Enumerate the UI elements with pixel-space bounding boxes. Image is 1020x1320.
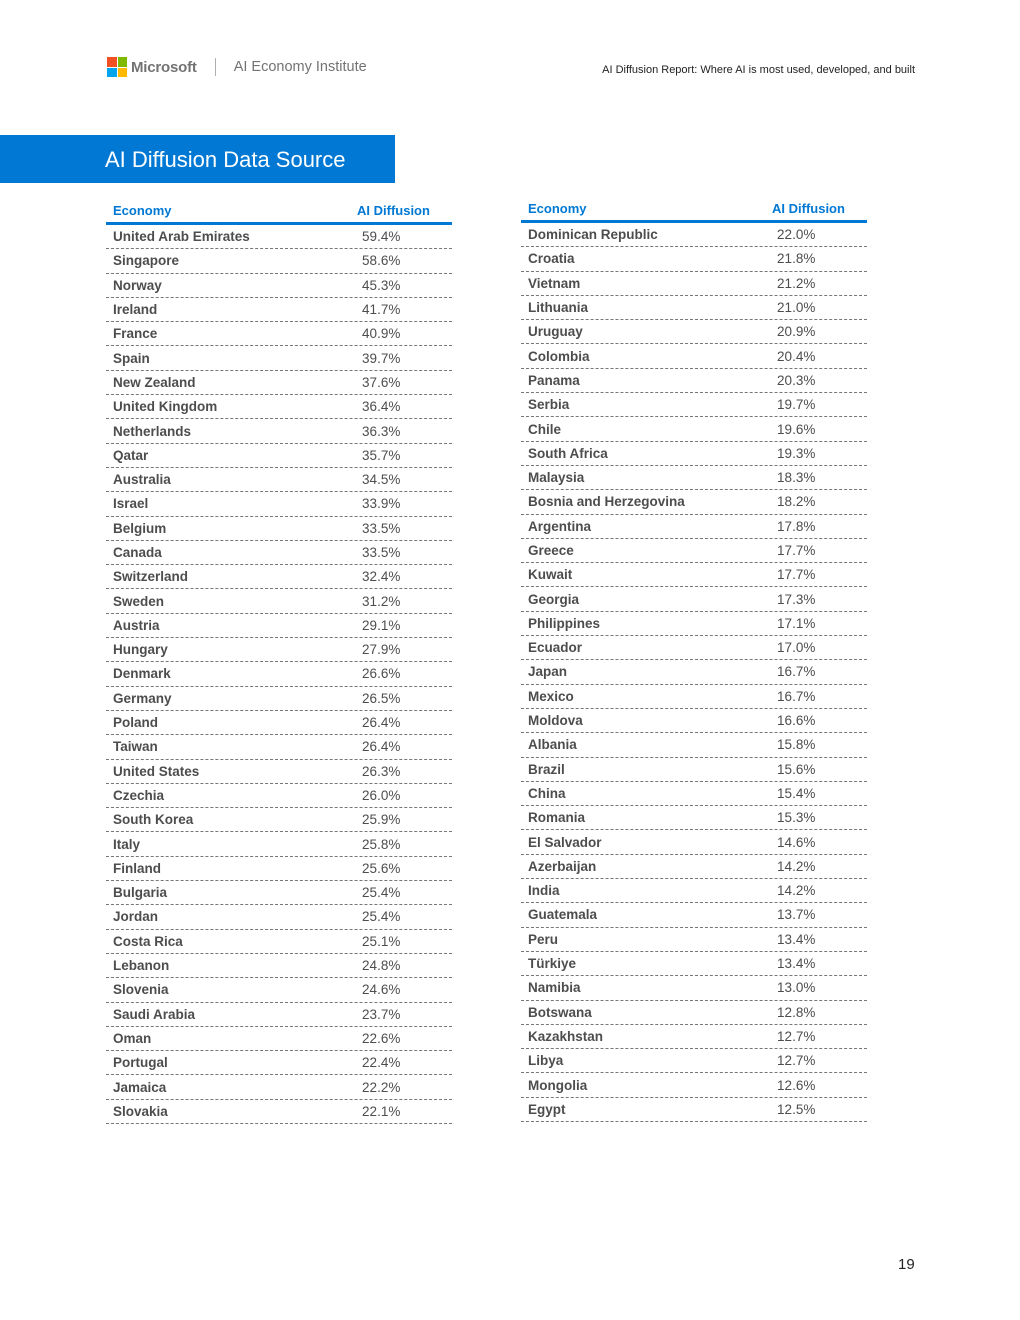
diffusion-cell: 17.3% [777,591,816,607]
logo-square-blue [107,68,117,78]
diffusion-cell: 40.9% [362,326,401,342]
diffusion-cell: 13.0% [777,980,816,996]
table-row [521,539,867,563]
section-title-bar [0,135,395,183]
diffusion-cell: 14.6% [777,834,816,850]
economy-cell: Namibia [528,980,581,996]
table-row [106,1100,452,1124]
table-row [106,589,452,613]
economy-cell: Kuwait [528,567,573,583]
diffusion-cell: 22.4% [362,1055,401,1071]
diffusion-cell: 15.4% [777,785,816,801]
economy-cell: Chile [528,421,562,437]
economy-cell: Germany [113,690,172,706]
diffusion-table-left [106,203,452,1124]
diffusion-cell: 26.6% [362,666,401,682]
diffusion-cell: 15.3% [777,810,816,826]
economy-cell: Peru [528,931,559,947]
diffusion-cell: 17.7% [777,567,816,583]
table-row [521,563,867,587]
table-row [106,395,452,419]
diffusion-cell: 16.7% [777,664,816,680]
brand-name: Microsoft [131,58,197,76]
diffusion-cell: 34.5% [362,472,401,488]
diffusion-cell: 14.2% [777,883,816,899]
diffusion-cell: 17.8% [777,518,816,534]
table-row [106,760,452,784]
table-row [521,782,867,806]
economy-cell: Australia [113,472,171,488]
economy-cell: Oman [113,1030,152,1046]
table-row [106,419,452,443]
diffusion-cell: 16.7% [777,688,816,704]
diffusion-cell: 20.3% [777,372,816,388]
table-row [106,930,452,954]
diffusion-cell: 25.4% [362,885,401,901]
table-row [106,225,452,249]
diffusion-cell: 26.4% [362,739,401,755]
diffusion-cell: 19.6% [777,421,816,437]
table-row [106,346,452,370]
table-row [521,636,867,660]
logo-square-red [107,57,117,67]
diffusion-cell: 12.6% [777,1077,816,1093]
table-row [521,369,867,393]
table-row [106,298,452,322]
economy-cell: Argentina [528,518,592,534]
table-row [521,1001,867,1025]
diffusion-cell: 33.5% [362,545,401,560]
table-row [521,515,867,539]
diffusion-cell: 23.7% [362,1006,401,1022]
table-row [521,685,867,709]
economy-cell: Spain [113,350,150,366]
column-header-diffusion: AI Diffusion [772,201,845,216]
table-row [521,587,867,611]
diffusion-cell: 12.5% [777,1101,816,1117]
economy-cell: Georgia [528,591,580,607]
table-row [521,879,867,903]
economy-cell: China [528,785,566,801]
table-row [521,733,867,757]
table-row [106,711,452,735]
economy-cell: Colombia [528,348,590,364]
economy-cell: Dominican Republic [528,227,658,243]
diffusion-cell: 25.1% [362,933,401,949]
table-row [106,881,452,905]
economy-cell: Ireland [113,302,158,318]
diffusion-cell: 12.7% [777,1053,816,1069]
table-row [106,371,452,395]
economy-cell: Hungary [113,642,168,658]
economy-cell: Italy [113,836,141,852]
diffusion-cell: 18.2% [777,494,816,510]
diffusion-cell: 45.3% [362,277,401,293]
table-row [521,344,867,368]
diffusion-cell: 13.4% [777,931,816,947]
diffusion-cell: 26.4% [362,715,401,731]
economy-cell: Romania [528,810,586,826]
table-row [106,517,452,541]
table-row [521,928,867,952]
diffusion-cell: 16.6% [777,713,816,729]
table-row [106,735,452,759]
diffusion-cell: 24.8% [362,958,401,974]
economy-cell: El Salvador [528,834,602,850]
table-row [106,1027,452,1051]
economy-cell: South Korea [113,812,194,828]
economy-cell: Botswana [528,1004,592,1020]
economy-cell: Azerbaijan [528,858,597,874]
economy-cell: United Kingdom [113,399,218,415]
economy-cell: Mongolia [528,1077,588,1093]
diffusion-cell: 12.7% [777,1028,816,1044]
economy-cell: United States [113,763,200,779]
table-row [106,492,452,516]
table-row [521,393,867,417]
diffusion-cell: 14.2% [777,858,816,874]
table-row [521,758,867,782]
table-row [521,296,867,320]
economy-cell: Brazil [528,761,565,777]
economy-cell: Taiwan [113,739,158,755]
economy-cell: Bosnia and Herzegovina [528,494,685,510]
table-row [106,322,452,346]
economy-cell: Netherlands [113,423,192,439]
economy-cell: Serbia [528,397,570,413]
table-row [521,976,867,1000]
table-row [521,903,867,927]
diffusion-cell: 39.7% [362,350,401,366]
column-header-economy: Economy [113,203,172,218]
table-row [521,1073,867,1097]
microsoft-logo-icon [107,57,127,77]
economy-cell: Norway [113,277,162,293]
table-row [521,952,867,976]
economy-cell: South Africa [528,445,608,461]
logo-square-green [118,57,128,67]
economy-cell: Kazakhstan [528,1028,604,1044]
diffusion-cell: 32.4% [362,569,401,585]
table-row [521,320,867,344]
table-row [106,687,452,711]
microsoft-logo [107,57,367,77]
economy-cell: Poland [113,715,159,731]
logo-square-yellow [118,68,128,78]
column-header-diffusion: AI Diffusion [357,203,430,218]
economy-cell: Japan [528,664,568,680]
table-row [521,272,867,296]
table-row [521,442,867,466]
diffusion-cell: 31.2% [362,593,401,609]
table-row [521,806,867,830]
diffusion-cell: 58.6% [362,253,401,269]
diffusion-cell: 36.4% [362,399,401,415]
economy-cell: Philippines [528,615,601,631]
table-row [106,638,452,662]
economy-cell: Lebanon [113,958,170,974]
economy-cell: Slovakia [113,1103,168,1119]
diffusion-cell: 19.7% [777,397,816,413]
diffusion-cell: 33.5% [362,520,401,536]
table-row [106,905,452,929]
table-row [521,612,867,636]
diffusion-cell: 22.0% [777,227,816,243]
table-row [106,808,452,832]
diffusion-cell: 22.1% [362,1103,401,1119]
economy-cell: Denmark [113,666,171,682]
economy-cell: Singapore [113,253,180,269]
economy-cell: Mexico [528,688,574,704]
economy-cell: United Arab Emirates [113,229,250,245]
table-row [521,660,867,684]
diffusion-cell: 15.8% [777,737,816,753]
economy-cell: Slovenia [113,982,169,998]
diffusion-cell: 17.7% [777,543,816,558]
diffusion-cell: 25.8% [362,836,401,852]
table-row [106,274,452,298]
table-row [521,466,867,490]
economy-cell: Ecuador [528,640,583,656]
diffusion-cell: 22.6% [362,1030,401,1046]
table-row [521,855,867,879]
economy-cell: Jamaica [113,1079,167,1095]
economy-cell: Vietnam [528,275,581,291]
table-header [521,201,867,223]
diffusion-cell: 21.2% [777,275,816,291]
table-row [106,857,452,881]
document-title: AI Diffusion Report: Where AI is most used, developed, and built [602,64,915,76]
diffusion-cell: 19.3% [777,445,816,461]
economy-cell: Egypt [528,1101,566,1117]
economy-cell: Malaysia [528,470,585,486]
economy-cell: Switzerland [113,569,189,585]
table-row [521,1049,867,1073]
economy-cell: Belgium [113,520,167,536]
diffusion-cell: 20.9% [777,324,816,340]
diffusion-cell: 13.4% [777,956,816,972]
economy-cell: Lithuania [528,300,588,316]
table-row [106,954,452,978]
economy-cell: Canada [113,545,162,560]
diffusion-cell: 21.8% [777,251,816,267]
economy-cell: Israel [113,496,149,512]
section-title: AI Diffusion Data Source [105,147,346,172]
diffusion-cell: 25.9% [362,812,401,828]
page-number: 19 [898,1256,915,1273]
economy-cell: Guatemala [528,907,598,923]
table-row [521,1098,867,1122]
economy-cell: Czechia [113,787,165,803]
economy-cell: India [528,883,560,899]
table-row [521,490,867,514]
diffusion-cell: 37.6% [362,374,401,390]
table-header [106,203,452,225]
economy-cell: Greece [528,543,574,558]
table-row [106,468,452,492]
table-row [521,1025,867,1049]
diffusion-cell: 20.4% [777,348,816,364]
economy-cell: Sweden [113,593,165,609]
diffusion-cell: 17.0% [777,640,816,656]
diffusion-cell: 18.3% [777,470,816,486]
table-row [106,1075,452,1099]
diffusion-cell: 27.9% [362,642,401,658]
diffusion-cell: 41.7% [362,302,401,318]
diffusion-cell: 35.7% [362,447,401,463]
table-row [106,444,452,468]
diffusion-cell: 26.5% [362,690,401,706]
economy-cell: Albania [528,737,577,753]
economy-cell: France [113,326,158,342]
table-row [106,614,452,638]
diffusion-cell: 15.6% [777,761,816,777]
table-row [521,417,867,441]
diffusion-cell: 24.6% [362,982,401,998]
economy-cell: Portugal [113,1055,168,1071]
table-row [521,223,867,247]
table-row [106,784,452,808]
economy-cell: Austria [113,617,160,633]
economy-cell: Libya [528,1053,564,1069]
economy-cell: Uruguay [528,324,583,340]
economy-cell: Costa Rica [113,933,183,949]
table-row [106,978,452,1002]
table-row [106,662,452,686]
diffusion-cell: 17.1% [777,615,816,631]
diffusion-cell: 25.6% [362,860,401,876]
diffusion-cell: 36.3% [362,423,401,439]
economy-cell: Bulgaria [113,885,168,901]
economy-cell: Türkiye [528,956,577,972]
economy-cell: Croatia [528,251,575,267]
table-row [106,565,452,589]
diffusion-table-right [521,201,867,1122]
economy-cell: New Zealand [113,374,196,390]
economy-cell: Qatar [113,447,149,463]
diffusion-cell: 26.0% [362,787,401,803]
economy-cell: Saudi Arabia [113,1006,196,1022]
diffusion-cell: 13.7% [777,907,816,923]
diffusion-cell: 26.3% [362,763,401,779]
diffusion-cell: 12.8% [777,1004,816,1020]
diffusion-cell: 22.2% [362,1079,401,1095]
economy-cell: Finland [113,860,161,876]
economy-cell: Panama [528,372,580,388]
economy-cell: Moldova [528,713,583,729]
table-row [106,541,452,565]
table-row [106,1051,452,1075]
header-divider [215,58,216,76]
table-row [521,247,867,271]
diffusion-cell: 59.4% [362,229,401,245]
diffusion-cell: 25.4% [362,909,401,925]
economy-cell: Jordan [113,909,159,925]
table-row [521,830,867,854]
diffusion-cell: 33.9% [362,496,401,512]
table-row [106,1003,452,1027]
institute-name: AI Economy Institute [233,59,367,75]
diffusion-cell: 21.0% [777,300,816,316]
table-row [106,832,452,856]
table-row [521,709,867,733]
column-header-economy: Economy [528,201,587,216]
table-row [106,249,452,273]
diffusion-cell: 29.1% [362,617,401,633]
